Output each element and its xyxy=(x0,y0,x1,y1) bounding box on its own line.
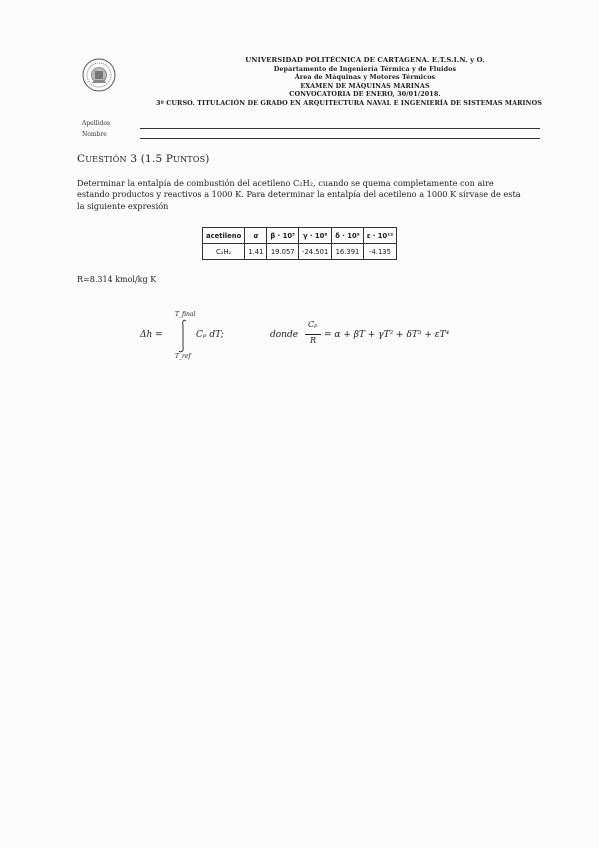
table-header-cell: α xyxy=(245,228,267,244)
department-name: Departamento de Ingeniería Térmica y de Fluidos xyxy=(273,64,457,73)
table-cell: 19.057 xyxy=(267,244,299,260)
ratio-denominator: R xyxy=(310,336,317,345)
surname-label: Apellidos xyxy=(82,120,111,127)
fraction-bar xyxy=(305,334,321,335)
table-header-cell: ε · 10¹² xyxy=(363,228,397,244)
table-cell: 16.391 xyxy=(332,244,363,260)
question-statement: Determinar la entalpía de combustión del acetileno C₂H₂, cuando se quema completamente con aire estando productos y reactivos a 1000 K. Para determinar la entalpía del acetileno a 1000 K sírvase de esta la siguiente expresión xyxy=(77,178,521,211)
university-name: UNIVERSIDAD POLITÉCNICA DE CARTAGENA. E.T.S.I.N. y O. xyxy=(245,56,485,64)
coefficient-table xyxy=(202,227,397,260)
table-cell: -4.135 xyxy=(363,244,397,260)
ratio-numerator: Cₚ xyxy=(308,320,318,329)
table-cell: 1.41 xyxy=(245,244,267,260)
formula-integrand: Cₚ dT; xyxy=(196,330,224,340)
table-row xyxy=(203,244,397,260)
exam-session: CONVOCATORIA DE ENERO, 30/01/2018. xyxy=(289,90,441,99)
formula-rhs: = α + βT + γT² + δT³ + εT⁴ xyxy=(324,330,450,340)
integral-upper-limit: T_final xyxy=(175,311,196,318)
formula-lhs: Δh = xyxy=(140,330,163,340)
name-field[interactable] xyxy=(140,138,540,139)
question-title: CUESTIÓN 3 (1.5 PUNTOS) xyxy=(77,153,210,165)
table-header-cell: δ · 10⁹ xyxy=(332,228,363,244)
degree-line: 3º CURSO. TITULACIÓN DE GRADO EN ARQUITECTURA NAVAL E INGENIERÍA DE SISTEMAS MARINOS xyxy=(156,98,542,107)
table-header-cell: β · 10³ xyxy=(267,228,299,244)
gas-constant: R=8.314 kmol/kg K xyxy=(77,275,157,284)
table-header-cell: acetileno xyxy=(203,228,245,244)
table-header-row xyxy=(203,228,397,244)
exam-title: EXAMEN DE MÁQUINAS MARINAS xyxy=(300,81,430,90)
formula-where: donde xyxy=(270,330,299,340)
name-label: Nombre xyxy=(82,131,107,138)
enthalpy-formula xyxy=(140,311,580,361)
area-name: Área de Máquinas y Motores Térmicos xyxy=(294,73,436,82)
integral-lower-limit: T_ref xyxy=(175,353,191,360)
student-info xyxy=(82,118,110,140)
exam-header xyxy=(120,56,599,108)
table-cell: -24.501 xyxy=(299,244,332,260)
table-cell: C₂H₂ xyxy=(203,244,245,260)
table-header-cell: γ · 10⁶ xyxy=(299,228,332,244)
university-seal-icon xyxy=(82,58,116,92)
surname-field[interactable] xyxy=(140,128,540,129)
integral-sign-icon xyxy=(178,319,188,353)
